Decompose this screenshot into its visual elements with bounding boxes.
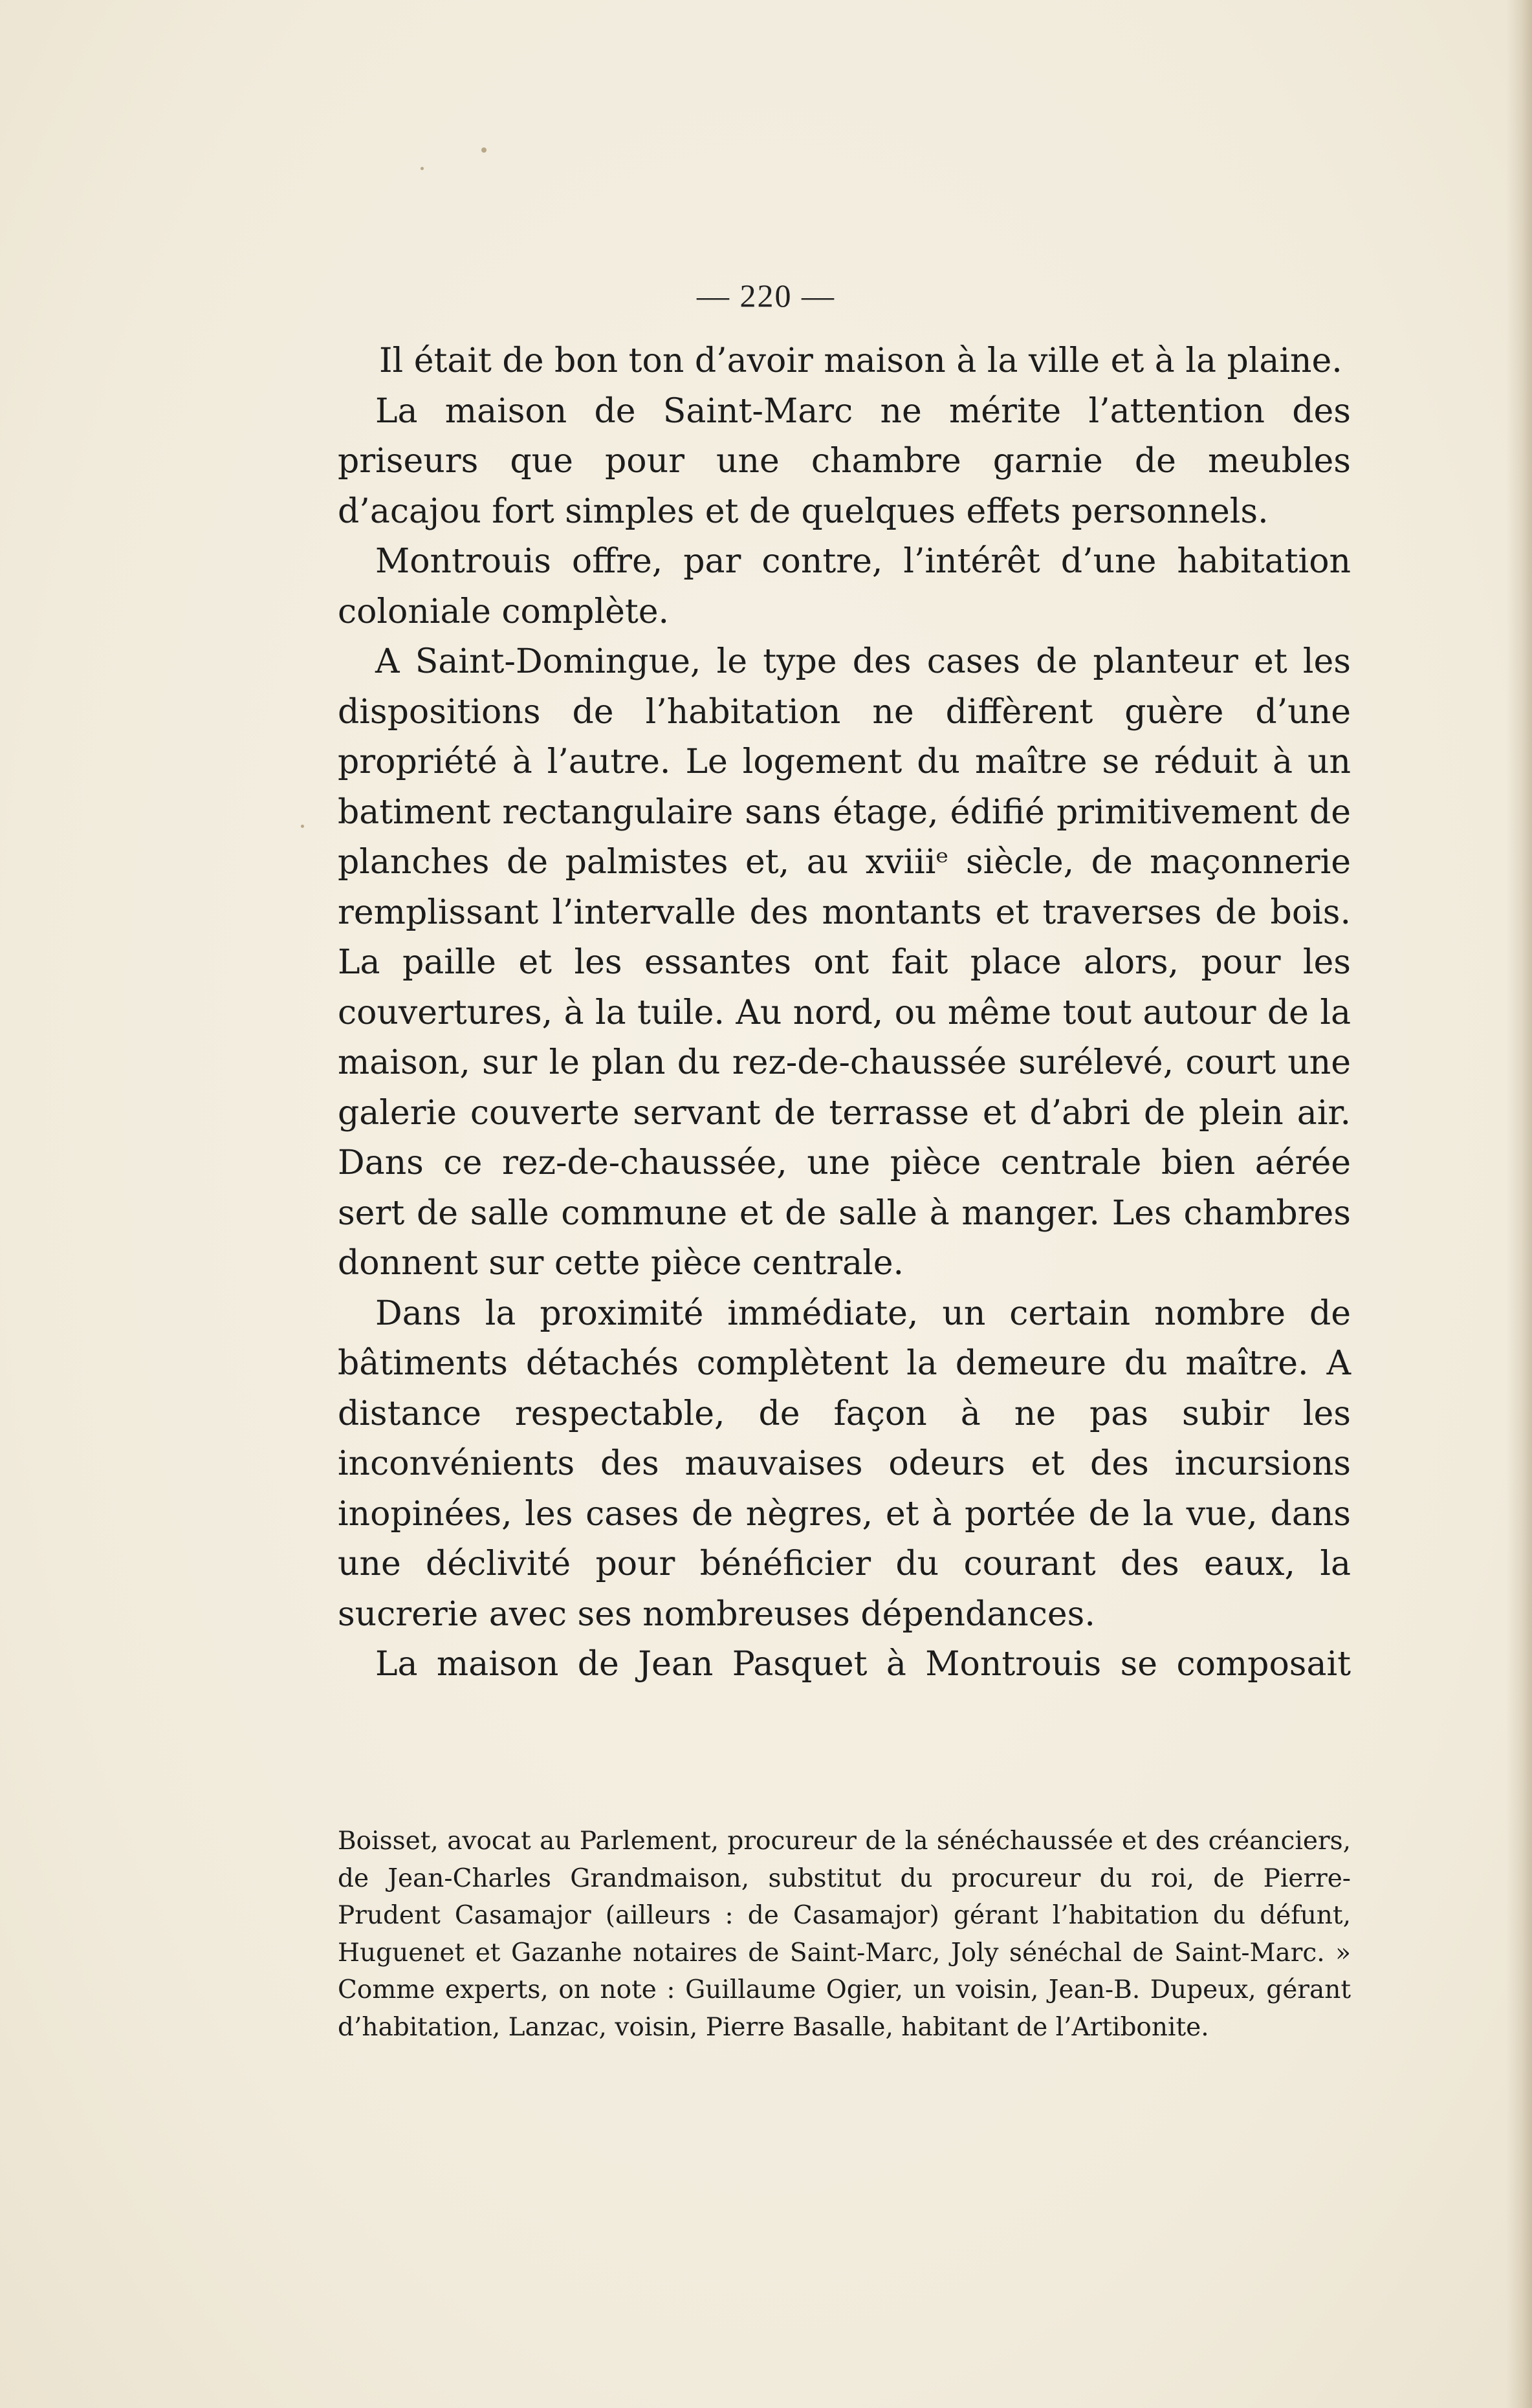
- paragraph: La maison de Saint-Marc ne mérite l’attention des priseurs que pour une chambre garnie de meubles d’acajou fort simples et de quelques effets personnels.: [338, 391, 1351, 531]
- paper-speck: [421, 167, 424, 170]
- paragraph: A Saint-Domingue, le type des cases de planteur et les dispositions de l’habitation ne diffèrent guère d’une propriété à l’autre. Le logement du maître se réduit à un batiment rectangulaire sans étage, édifié primitivement de planches de palmistes et, au xviiiᵉ siècle, de maçonnerie remplissant l’intervalle des montants et traverses de bois. La paille et les essantes ont fait place alors, pour les couvertures, à la tuile. Au nord, ou même tout autour de la maison, sur le plan du rez-de-chaussée surélevé, court une galerie couverte servant de terrasse et d’abri de plein air. Dans ce rez-de-chaussée, une pièce centrale bien aérée sert de salle commune et de salle à manger. Les chambres donnent sur cette pièce centrale.: [338, 642, 1351, 1283]
- paper-speck: [301, 825, 304, 828]
- main-text: [338, 336, 1351, 1690]
- paragraph: Dans la proximité immédiate, un certain nombre de bâtiments détachés complètent la demeure du maître. A distance respectable, de façon à ne pas subir les inconvénients des mauvaises odeurs et des incursions inopinées, les cases de nègres, et à portée de la vue, dans une déclivité pour bénéficier du courant des eaux, la sucrerie avec ses nombreuses dépendances.: [338, 1294, 1351, 1634]
- paragraph: Montrouis offre, par contre, l’intérêt d’une habitation coloniale complète.: [338, 542, 1351, 631]
- page-number: — 220 —: [697, 277, 835, 314]
- page-edge-shadow: [1506, 0, 1532, 2408]
- paragraph: La maison de Jean Pasquet à Montrouis se composait: [375, 1645, 1351, 1684]
- paper-speck: [481, 147, 487, 153]
- footnote-text: Boisset, avocat au Parlement, procureur de la sénéchaussée et des créanciers, de Jean-Charles Grandmaison, substitut du procureur du roi, de Pierre-Prudent Casamajor (ailleurs : de Casamajor) gérant l’habitation du défunt, Huguenet et Gazanhe notaires de Saint-Marc, Joly sénéchal de Saint-Marc. » Comme experts, on note : Guillaume Ogier, un voisin, Jean-B. Dupeux, gérant d’habitation, Lanzac, voisin, Pierre Basalle, habitant de l’Artibonite.: [338, 1827, 1351, 2042]
- paragraph: Il était de bon ton d’avoir maison à la ville et à la plaine.: [379, 342, 1342, 380]
- footnote: [338, 1823, 1351, 2046]
